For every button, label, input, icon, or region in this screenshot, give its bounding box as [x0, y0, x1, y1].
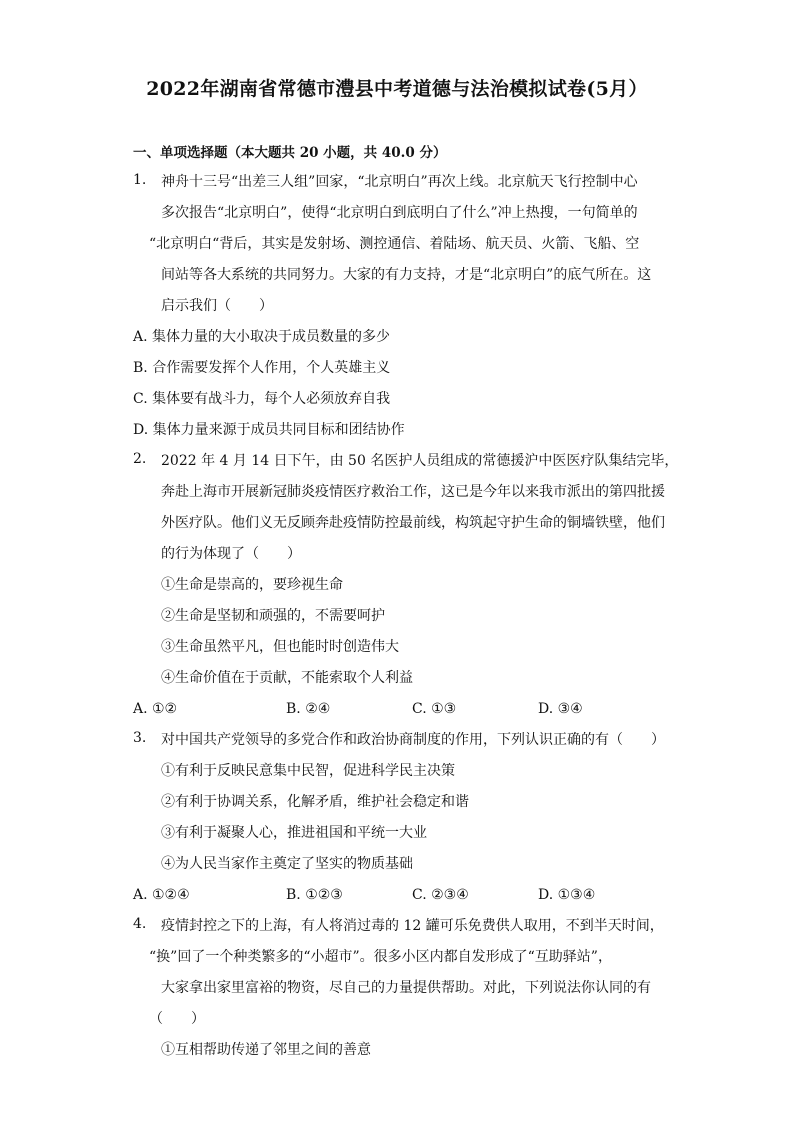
choice-c: C. ②③④ — [412, 887, 469, 903]
question-number: 3. — [133, 730, 147, 746]
option-b: B. 合作需要发挥个人作用，个人英雄主义 — [133, 360, 391, 376]
option-c: C. 集体要有战斗力，每个人必须放弃自我 — [133, 391, 391, 407]
statement-item: ②有利于协调关系，化解矛盾，维护社会稳定和谐 — [161, 794, 469, 810]
statement-item: ③生命虽然平凡，但也能时时创造伟大 — [161, 639, 399, 655]
question-text-line: 多次报告“北京明白”，使得“北京明白到底明白了什么”冲上热搜，一句简单的 — [161, 205, 638, 221]
choice-b: B. ②④ — [286, 701, 331, 717]
choice-b: B. ①②③ — [286, 887, 343, 903]
question-text-line: 间站等各大系统的共同努力。大家的有力支持，才是“北京明白”的底气所在。这 — [161, 267, 652, 283]
question-text-line: 的行为体现了（ ） — [161, 546, 301, 562]
question-text-line: （ ） — [149, 1011, 205, 1027]
question-text-line: 疫情封控之下的上海，有人将消过毒的 12 罐可乐免费供人取用，不到半天时间， — [161, 918, 664, 934]
question-text-line: “换”回了一个种类繁多的“小超市”。很多小区内都自发形成了“互助驿站”， — [149, 949, 612, 965]
question-text-line: 对中国共产党领导的多党合作和政治协商制度的作用，下列认识正确的有（ ） — [161, 732, 665, 748]
option-a: A. 集体力量的大小取决于成员数量的多少 — [133, 329, 391, 345]
statement-item: ④生命价值在于贡献，不能索取个人利益 — [161, 670, 413, 686]
question-text-line: 神舟十三号“出差三人组”回家，“北京明白”再次上线。北京航天飞行控制中心 — [161, 174, 638, 190]
option-d: D. 集体力量来源于成员共同目标和团结协作 — [133, 422, 405, 438]
question-text-line: “北京明白“背后，其实是发射场、测控通信、着陆场、航天员、火箭、飞船、空 — [149, 236, 640, 252]
choice-c: C. ①③ — [412, 701, 457, 717]
question-number: 2. — [133, 451, 147, 467]
statement-item: ④为人民当家作主奠定了坚实的物质基础 — [161, 856, 413, 872]
statement-item: ①互相帮助传递了邻里之间的善意 — [161, 1042, 371, 1058]
choice-a: A. ①②④ — [133, 887, 190, 903]
page-title: 2022年湖南省常德市澧县中考道德与法治模拟试卷(5月） — [146, 78, 648, 100]
choice-d: D. ③④ — [538, 701, 583, 717]
choice-d: D. ①③④ — [538, 887, 596, 903]
section-heading: 一、单项选择题（本大题共 20 小题，共 40.0 分） — [133, 145, 447, 161]
statement-item: ②生命是坚韧和顽强的，不需要呵护 — [161, 608, 385, 624]
question-text-line: 奔赴上海市开展新冠肺炎疫情医疗救治工作，这已是今年以来我市派出的第四批援 — [161, 484, 665, 500]
question-text-line: 2022 年 4 月 14 日下午，由 50 名医护人员组成的常德援沪中医医疗队集结完毕， — [161, 453, 679, 469]
statement-item: ③有利于凝聚人心，推进祖国和平统一大业 — [161, 825, 427, 841]
choice-a: A. ①② — [133, 701, 178, 717]
question-number: 4. — [133, 916, 147, 932]
question-number: 1. — [133, 172, 147, 188]
statement-item: ①生命是崇高的，要珍视生命 — [161, 577, 343, 593]
question-text-line: 启示我们（ ） — [161, 298, 273, 314]
question-text-line: 大家拿出家里富裕的物资，尽自己的力量提供帮助。对此，下列说法你认同的有 — [161, 980, 651, 996]
question-text-line: 外医疗队。他们义无反顾奔赴疫情防控最前线，构筑起守护生命的铜墙铁壁，他们 — [161, 515, 665, 531]
statement-item: ①有利于反映民意集中民智，促进科学民主决策 — [161, 763, 455, 779]
